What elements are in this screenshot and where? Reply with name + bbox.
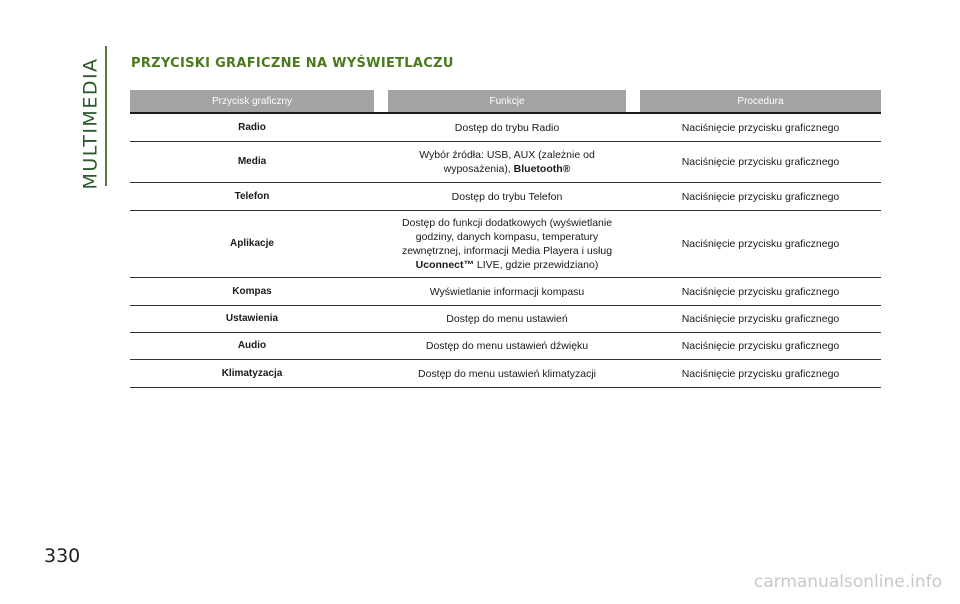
section-title: PRZYCISKI GRAFICZNE NA WYŚWIETLACZU	[131, 56, 454, 71]
sidebar-section-label	[78, 58, 104, 188]
table-row	[130, 183, 881, 211]
cell-button: Telefon	[234, 190, 270, 202]
watermark: carmanualsonline.info	[753, 572, 942, 592]
function-text: LIVE, gdzie przewidziano)	[474, 259, 599, 271]
function-text-bold: Uconnect™	[415, 259, 474, 271]
cell-function	[388, 285, 626, 299]
header-button: Przycisk graficzny	[130, 90, 374, 112]
cell-function	[388, 216, 626, 272]
function-text: Dostęp do funkcji dodatkowych (wyświetlanie	[401, 217, 613, 229]
cell-function	[388, 121, 626, 135]
table-row	[130, 360, 881, 388]
cell-button: Ustawienia	[225, 313, 279, 324]
function-text: Wybór źródła: USB, AUX (zależnie od	[419, 149, 595, 161]
table-row	[130, 306, 881, 333]
cell-procedure: Naciśnięcie przycisku graficznego	[681, 121, 840, 134]
function-text-bold: Bluetooth®	[513, 163, 571, 175]
function-text: Dostęp do menu ustawień dźwięku	[425, 340, 589, 352]
table-row	[130, 278, 881, 306]
cell-button: Radio	[238, 121, 266, 133]
page-number: 330	[44, 545, 81, 567]
function-text: Wyświetlanie informacji kompasu	[429, 285, 585, 298]
cell-procedure: Naciśnięcie przycisku graficznego	[681, 190, 840, 203]
cell-button: Media	[237, 156, 267, 167]
function-text: godziny, danych kompasu, temperatury	[415, 231, 599, 243]
buttons-table	[130, 90, 881, 388]
function-text: Dostęp do trybu Telefon	[451, 190, 563, 203]
cell-button: Audio	[237, 340, 267, 351]
table-row	[130, 333, 881, 360]
cell-function	[388, 367, 626, 381]
table-header	[130, 90, 881, 112]
header-function: Funkcje	[388, 90, 626, 112]
function-text: Dostęp do menu ustawień	[446, 313, 568, 325]
table-row	[130, 211, 881, 278]
function-text: wyposażenia),	[443, 163, 514, 175]
header-procedure: Procedura	[640, 90, 881, 112]
cell-button: Kompas	[232, 285, 272, 297]
table-row	[130, 114, 881, 142]
function-text: Dostęp do trybu Radio	[454, 121, 560, 134]
cell-procedure: Naciśnięcie przycisku graficznego	[681, 367, 840, 380]
cell-function	[388, 312, 626, 326]
cell-button: Klimatyzacja	[221, 367, 283, 379]
sidebar-rule	[105, 46, 107, 186]
cell-procedure: Naciśnięcie przycisku graficznego	[681, 238, 840, 250]
cell-procedure: Naciśnięcie przycisku graficznego	[681, 285, 840, 298]
cell-function	[388, 339, 626, 353]
cell-procedure: Naciśnięcie przycisku graficznego	[681, 313, 840, 325]
sidebar-label-text: MULTIMEDIA	[79, 56, 102, 190]
cell-procedure: Naciśnięcie przycisku graficznego	[681, 156, 840, 168]
function-text: zewnętrznej, informacji Media Playera i usług	[401, 245, 613, 257]
cell-function	[388, 148, 626, 176]
function-text: Dostęp do menu ustawień klimatyzacji	[418, 367, 596, 380]
cell-function	[388, 190, 626, 204]
cell-procedure: Naciśnięcie przycisku graficznego	[681, 340, 840, 352]
cell-button: Aplikacje	[230, 238, 274, 249]
table-row	[130, 142, 881, 183]
